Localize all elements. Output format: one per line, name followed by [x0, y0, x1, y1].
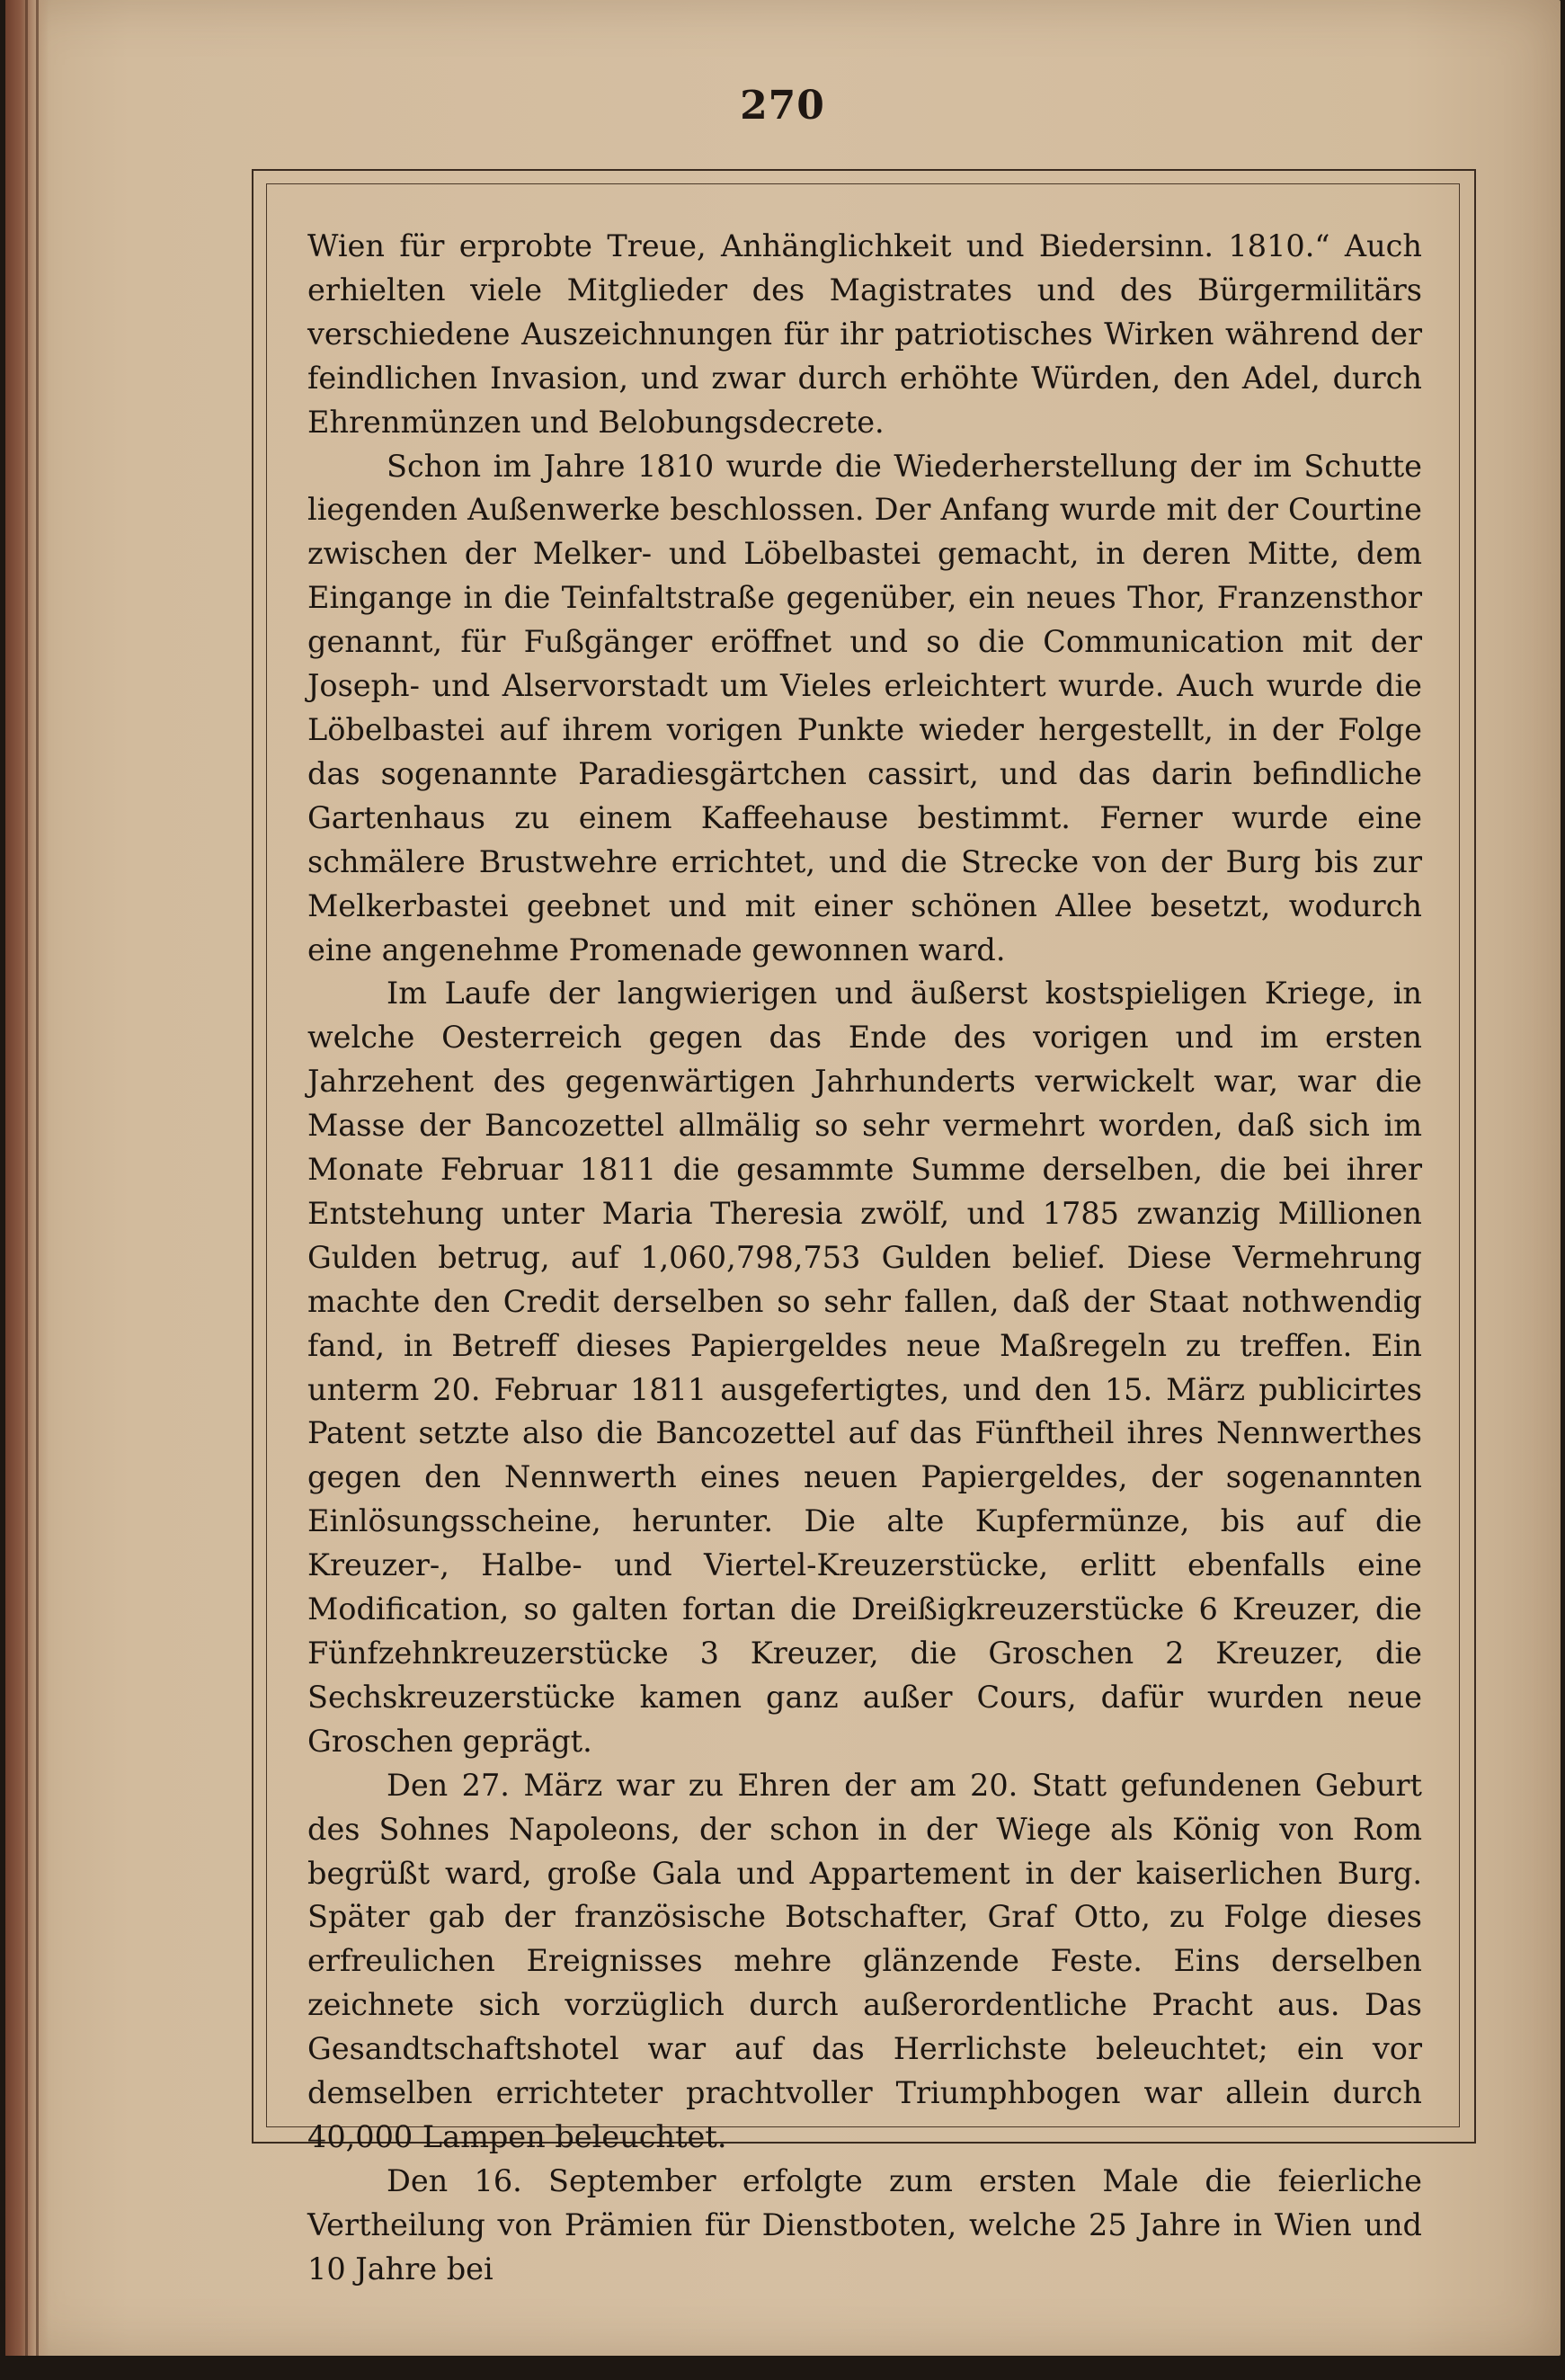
page-number: 270 — [740, 83, 825, 129]
paragraph: Im Laufe der langwierigen und äußerst kostspieligen Kriege, in welche Oesterreich gegen das Ende des vorigen und im ersten Jahrzehent des gegenwärtigen Jahrhunderts verwickelt war, war die Masse der Bancozettel allmälig so sehr vermehrt worden, daß sich im Monate Februar 1811 die gesammte Summe derselben, die bei ihrer Entstehung unter Maria Theresia zwölf, und 1785 zwanzig Millionen Gulden betrug, auf 1,060,798,753 Gulden belief. Diese Vermehrung machte den Credit derselben so sehr fallen, daß der Staat nothwendig fand, in Betreff dieses Papiergeldes neue Maßregeln zu treffen. Ein unterm 20. Februar 1811 ausgefertigtes, und den 15. März publicirtes Patent setzte also die Bancozettel auf das Fünftheil ihres Nennwerthes gegen den Nennwerth eines neuen Papiergeldes, der sogenannten Einlösungsscheine, herunter. Die alte Kupfermünze, bis auf die Kreuzer-, Halbe- und Viertel-Kreuzerstücke, erlitt ebenfalls eine Modification, so galten fortan die Dreißigkreuzerstücke 6 Kreuzer, die Fünfzehnkreuzerstücke 3 Kreuzer, die Groschen 2 Kreuzer, die Sechskreuzerstücke kamen ganz außer Cours, dafür wurden neue Groschen geprägt. — [307, 976, 1422, 1759]
paragraph: Den 16. September erfolgte zum ersten Male die feierliche Vertheilung von Prämien für Dienstboten, welche 25 Jahre in Wien und 10 Jahre bei — [307, 2162, 1422, 2286]
paragraph: Wien für erprobte Treue, Anhänglichkeit und Biedersinn. 1810.“ Auch erhielten viele Mitglieder des Magistrates und des Bürgermilitärs verschiedene Auszeichnungen für ihr patriotisches Wirken während der feindlichen Invasion, und zwar durch erhöhte Würden, den Adel, durch Ehrenmünzen und Belobungsdecrete. — [307, 228, 1422, 440]
paragraph: Den 27. März war zu Ehren der am 20. Statt gefundenen Geburt des Sohnes Napoleons, der schon in der Wiege als König von Rom begrüßt ward, große Gala und Appartement in der kaiserlichen Burg. Später gab der französische Botschafter, Graf Otto, zu Folge dieses erfreulichen Ereignisses mehre glänzende Feste. Eins derselben zeichnete sich vorzüglich durch außerordentliche Pracht aus. Das Gesandtschaftshotel war auf das Herrlichste beleuchtet; ein vor demselben errichteter prachtvoller Triumphbogen war allein durch 40,000 Lampen beleuchtet. — [307, 1767, 1422, 2154]
scan-background-edge — [0, 2356, 1565, 2380]
paragraph: Schon im Jahre 1810 wurde die Wiederherstellung der im Schutte liegenden Außenwerke beschlossen. Der Anfang wurde mit der Courtine zwischen der Melker- und Löbelbastei gemacht, in deren Mitte, dem Eingange in die Teinfaltstraße gegenüber, ein neues Thor, Franzensthor genannt, für Fußgänger eröffnet und so die Communication mit der Joseph- und Alservorstadt um Vieles erleichtert wurde. Auch wurde die Löbelbastei auf ihrem vorigen Punkte wieder hergestellt, in der Folge das sogenannte Paradiesgärtchen cassirt, und das darin befindliche Gartenhaus zu einem Kaffeehause bestimmt. Ferner wurde eine schmälere Brustwehre errichtet, und die Strecke von der Burg bis zur Melkerbastei geebnet und mit einer schönen Allee besetzt, wodurch eine angenehme Promenade gewonnen ward. — [307, 448, 1422, 967]
binding-edge-line — [25, 0, 28, 2356]
text-body — [307, 225, 1422, 2292]
binding-edge-line — [36, 0, 39, 2356]
